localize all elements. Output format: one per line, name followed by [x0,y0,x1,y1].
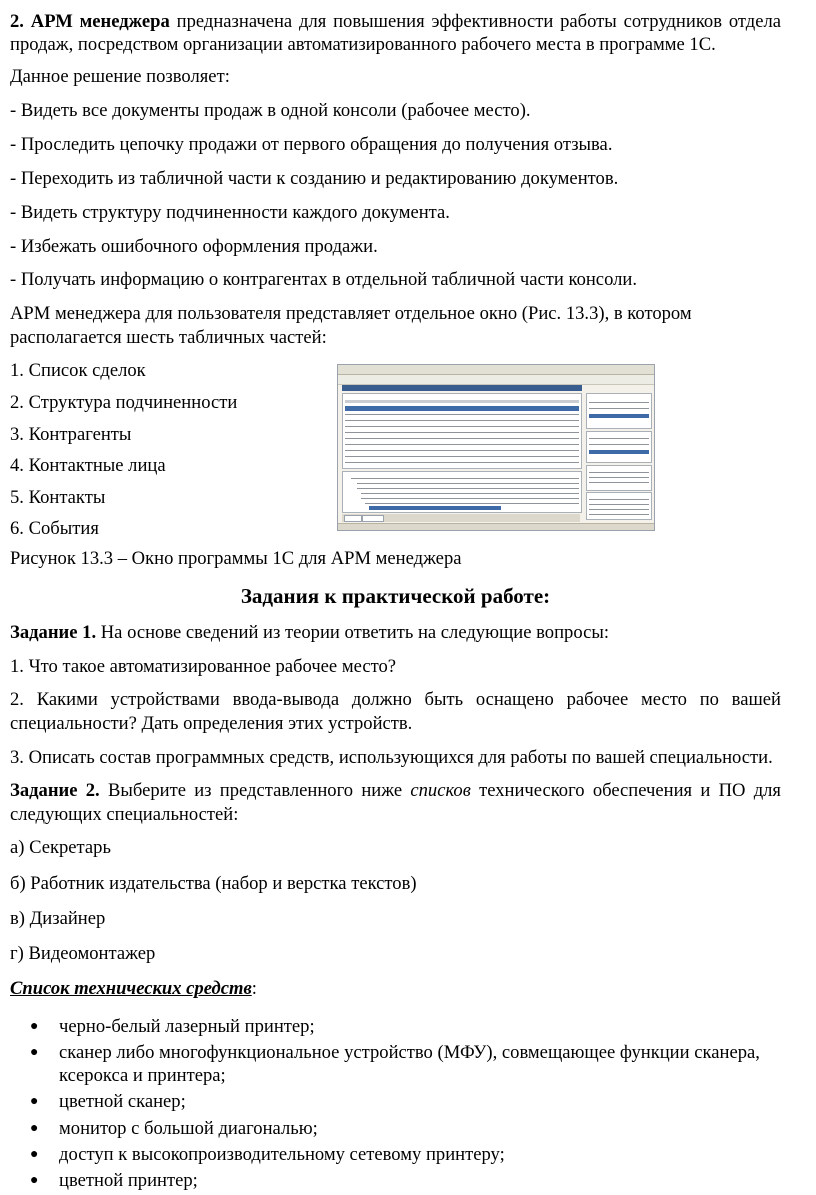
tech-list [10,1015,781,1193]
bullet-icon: ● [30,1044,39,1060]
task2-heading [10,779,781,825]
task1-text: На основе сведений из теории ответить на следующие вопросы: [96,621,610,643]
table-part-item: 2. Структура подчиненности [10,391,238,413]
table-part-item: 4. Контактные лица [10,455,166,477]
contact-persons-pane [586,431,652,463]
intro-paragraph [10,10,781,56]
tech-list-item-text: черно-белый лазерный принтер; [59,1015,315,1037]
allows-item: - Получать информацию о контрагентах в отдельной табличной части консоли. [10,269,637,291]
events-pane [586,492,652,520]
allows-heading: Данное решение позволяет: [10,66,230,88]
task2-text-before: Выберите из представленного ниже [99,780,411,802]
tech-list-item-text: монитор с большой диагональю; [59,1117,318,1139]
task2-text-after: технического обеспечения и ПО для следующих специальностей: [10,780,781,825]
section-title: Задания к практической работе: [240,583,551,608]
tech-list-item [10,1041,781,1087]
allows-item: - Проследить цепочку продажи от первого обращения до получения отзыва. [10,134,613,156]
table-part-item: 1. Список сделок [10,360,146,382]
window-menu-bar [338,365,654,375]
allows-item: - Видеть структуру подчиненности каждого документа. [10,201,450,223]
allows-item: - Избежать ошибочного оформления продажи. [10,235,378,257]
tech-list-item [10,1090,781,1113]
figure-caption: Рисунок 13.3 – Окно программы 1С для АРМ менеджера [10,548,462,570]
intro-bold-lead: 2. АРМ менеджера [10,11,170,32]
specialty-variant: а) Секретарь [10,837,111,859]
table-part-item: 3. Контрагенты [10,423,132,445]
table-parts-list [10,359,330,549]
bullet-icon: ● [30,1120,39,1136]
window-toolbar [338,375,654,385]
table-part-item: 5. Контакты [10,486,106,508]
figure-block [10,359,781,541]
counterparties-pane [586,393,652,429]
task1-label: Задание 1. [10,621,97,643]
tech-list-item-text: цветной сканер; [59,1091,186,1113]
table-part-item: 6. События [10,518,99,540]
intro-text: предназначена для повышения эффективности работы сотрудников отдела продаж, посредством организации автоматизированного рабочего места в программе 1С. [10,11,781,56]
document-page [10,10,781,1195]
specialty-variant: б) Работник издательства (набор и верстка текстов) [10,872,417,894]
subordination-structure-pane [342,471,582,513]
inner-window-title-bar [342,385,582,391]
window-taskbar [338,523,654,530]
task1-question: 2. Какими устройствами ввода-вывода должно быть оснащено рабочее место по вашей специальности? Дать определения этих устройств. [10,689,781,734]
allows-item: - Переходить из табличной части к созданию и редактированию документов. [10,167,619,189]
tech-list-item-text: доступ к высокопроизводительному сетевому принтеру; [59,1143,505,1165]
task1-heading [10,621,781,644]
tech-list-title-colon: : [251,978,257,1000]
task2-italic: списков [410,780,471,802]
tech-list-title-text: Список технических средств [10,978,252,1000]
bullet-icon: ● [30,1094,39,1110]
tech-list-title [10,977,781,1000]
specialty-variant: г) Видеомонтажер [10,943,156,965]
task1-question: 3. Описать состав программных средств, использующихся для работы по вашей специальности. [10,746,773,768]
deals-table-pane [342,393,582,469]
bullet-icon: ● [30,1018,39,1034]
tech-list-item-text: цветной принтер; [59,1170,198,1191]
figure-1c-window-screenshot [337,364,655,531]
contacts-pane [586,465,652,491]
bullet-icon: ● [30,1146,39,1162]
tech-list-item-text: сканер либо многофункциональное устройство (МФУ), совмещающее функции сканера, ксерокса и принтера; [59,1041,760,1087]
allows-item: - Видеть все документы продаж в одной консоли (рабочее место). [10,100,531,122]
bullet-icon: ● [30,1173,39,1188]
task1-question: 1. Что такое автоматизированное рабочее место? [10,655,397,677]
tech-list-item [10,1015,781,1038]
tech-list-item [10,1117,781,1140]
specialty-variant: в) Дизайнер [10,907,106,929]
task2-label: Задание 2. [10,780,100,802]
tech-list-item [10,1169,781,1192]
window-tabs-strip [342,514,580,522]
window-paragraph: АРМ менеджера для пользователя представляет отдельное окно (Рис. 13.3), в котором располагается шесть табличных частей: [10,303,692,348]
